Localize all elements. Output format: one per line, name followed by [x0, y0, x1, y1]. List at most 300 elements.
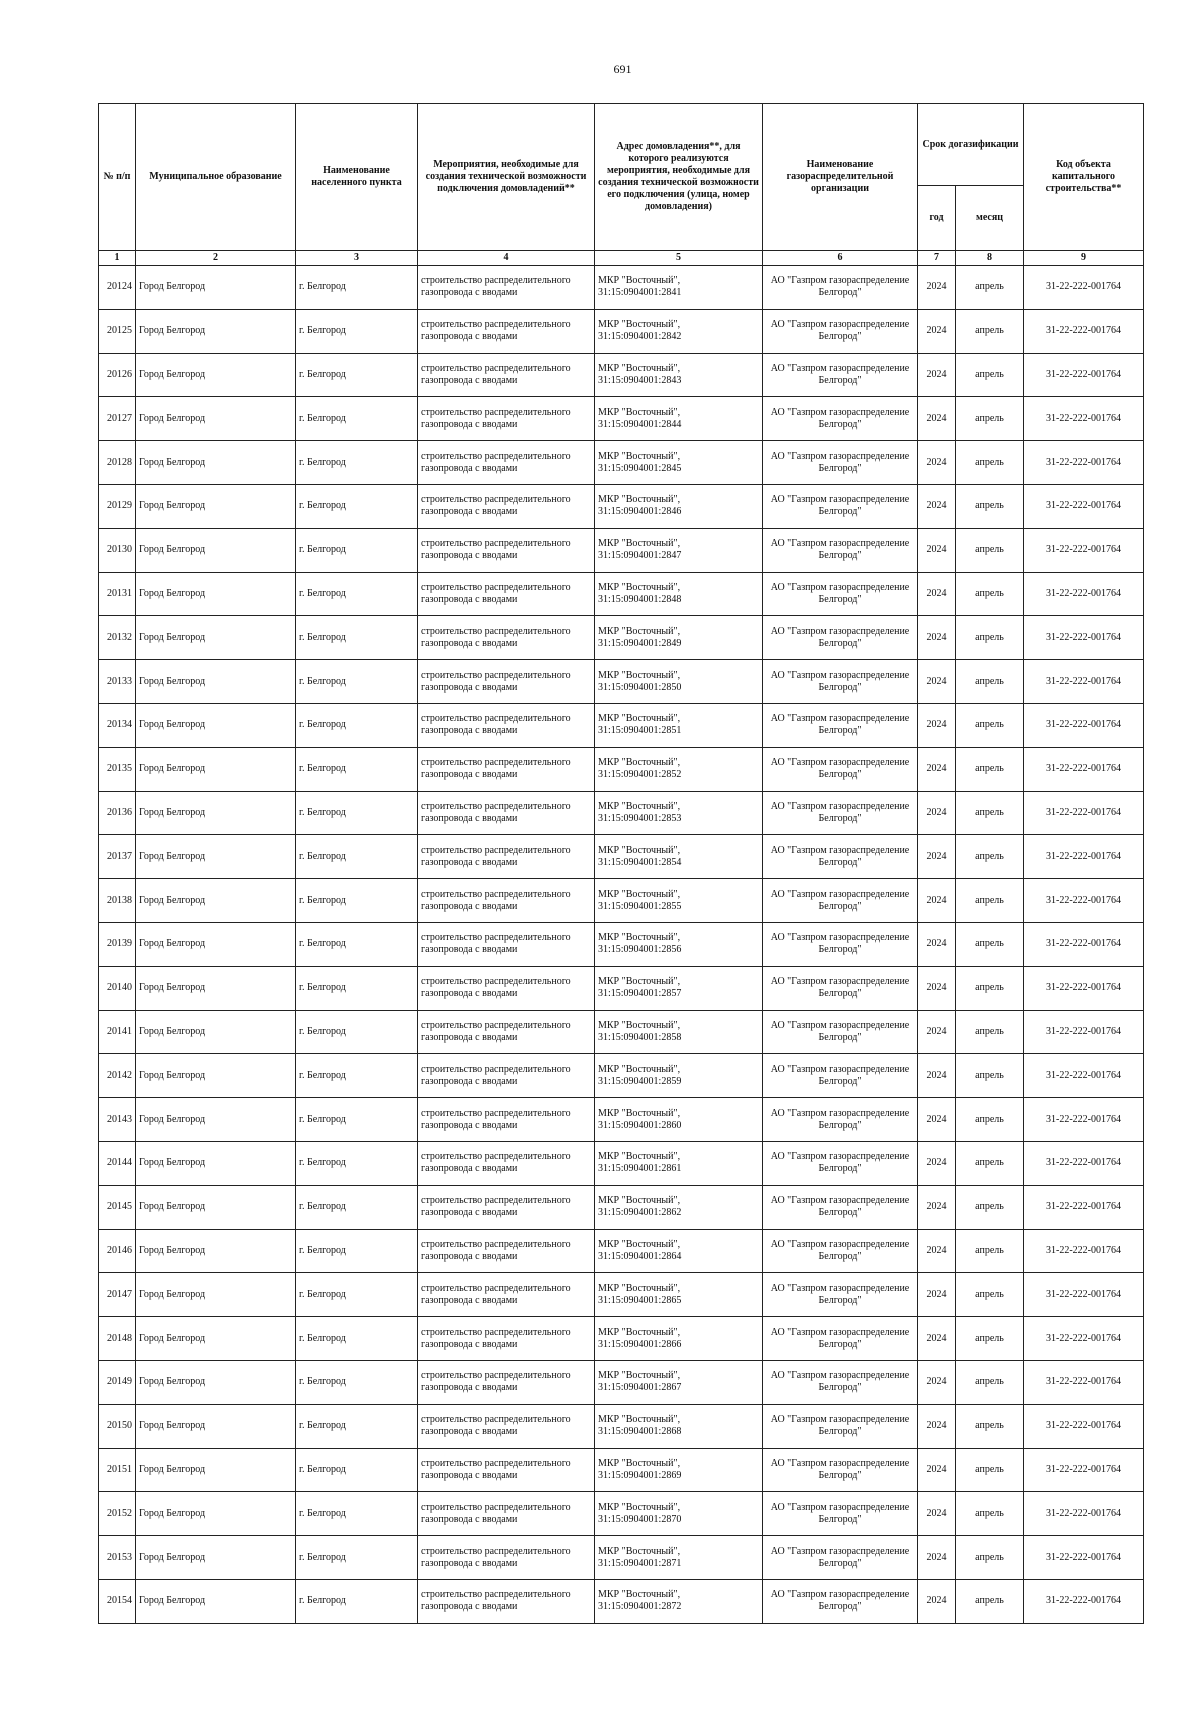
row-number: 20154 [99, 1579, 136, 1623]
code-cell: 31-22-222-001764 [1024, 528, 1144, 572]
address-cell [595, 397, 763, 441]
activity-cell: строительство распределительного газопровода с вводами [418, 1141, 595, 1185]
org-cell: АО "Газпром газораспределение Белгород" [763, 1492, 918, 1536]
year-cell: 2024 [918, 747, 956, 791]
code-cell: 31-22-222-001764 [1024, 1098, 1144, 1142]
address-street: МКР "Восточный", [598, 800, 681, 812]
address-cadastral: 31:15:0904001:2848 [598, 593, 682, 605]
address-cell [595, 309, 763, 353]
header-code: Код объекта капитального строительства** [1024, 104, 1144, 251]
row-number: 20150 [99, 1404, 136, 1448]
locality-cell: г. Белгород [296, 353, 418, 397]
address-cadastral: 31:15:0904001:2854 [598, 856, 682, 868]
address-street: МКР "Восточный", [598, 494, 681, 506]
municipality-cell: Город Белгород [136, 1404, 296, 1448]
locality-cell: г. Белгород [296, 572, 418, 616]
org-cell: АО "Газпром газораспределение Белгород" [763, 879, 918, 923]
year-cell: 2024 [918, 1273, 956, 1317]
address-street: МКР "Восточный", [598, 1238, 681, 1250]
year-cell: 2024 [918, 703, 956, 747]
address-cell [595, 1360, 763, 1404]
address-cadastral: 31:15:0904001:2866 [598, 1338, 682, 1350]
activity-cell: строительство распределительного газопровода с вводами [418, 966, 595, 1010]
municipality-cell: Город Белгород [136, 353, 296, 397]
address-cadastral: 31:15:0904001:2870 [598, 1513, 682, 1525]
code-cell: 31-22-222-001764 [1024, 1404, 1144, 1448]
municipality-cell: Город Белгород [136, 1141, 296, 1185]
year-cell: 2024 [918, 616, 956, 660]
year-cell: 2024 [918, 309, 956, 353]
table-header [99, 104, 1144, 266]
year-cell: 2024 [918, 1229, 956, 1273]
org-cell: АО "Газпром газораспределение Белгород" [763, 353, 918, 397]
address-cadastral: 31:15:0904001:2871 [598, 1557, 682, 1569]
year-cell: 2024 [918, 353, 956, 397]
activity-cell: строительство распределительного газопровода с вводами [418, 1404, 595, 1448]
month-cell: апрель [956, 266, 1024, 310]
row-number: 20139 [99, 922, 136, 966]
address-cell [595, 1317, 763, 1361]
row-number: 20149 [99, 1360, 136, 1404]
address-cell [595, 922, 763, 966]
address-cell [595, 1098, 763, 1142]
address-street: МКР "Восточный", [598, 1414, 681, 1426]
org-cell: АО "Газпром газораспределение Белгород" [763, 1185, 918, 1229]
address-cell [595, 791, 763, 835]
address-cadastral: 31:15:0904001:2858 [598, 1031, 682, 1043]
address-cell [595, 966, 763, 1010]
org-cell: АО "Газпром газораспределение Белгород" [763, 1229, 918, 1273]
org-cell: АО "Газпром газораспределение Белгород" [763, 1317, 918, 1361]
month-cell: апрель [956, 1141, 1024, 1185]
code-cell: 31-22-222-001764 [1024, 266, 1144, 310]
address-cell [595, 528, 763, 572]
activity-cell: строительство распределительного газопровода с вводами [418, 879, 595, 923]
municipality-cell: Город Белгород [136, 309, 296, 353]
code-cell: 31-22-222-001764 [1024, 1448, 1144, 1492]
locality-cell: г. Белгород [296, 1141, 418, 1185]
address-street: МКР "Восточный", [598, 362, 681, 374]
row-number: 20124 [99, 266, 136, 310]
row-number: 20138 [99, 879, 136, 923]
address-cell [595, 266, 763, 310]
gasification-table [98, 103, 1144, 1624]
locality-cell: г. Белгород [296, 266, 418, 310]
municipality-cell: Город Белгород [136, 528, 296, 572]
row-number: 20140 [99, 966, 136, 1010]
year-cell: 2024 [918, 791, 956, 835]
municipality-cell: Город Белгород [136, 1185, 296, 1229]
address-cell [595, 747, 763, 791]
row-number: 20147 [99, 1273, 136, 1317]
address-cadastral: 31:15:0904001:2845 [598, 462, 682, 474]
address-cell [595, 616, 763, 660]
locality-cell: г. Белгород [296, 1448, 418, 1492]
month-cell: апрель [956, 1404, 1024, 1448]
activity-cell: строительство распределительного газопровода с вводами [418, 835, 595, 879]
address-cadastral: 31:15:0904001:2849 [598, 637, 682, 649]
locality-cell: г. Белгород [296, 835, 418, 879]
year-cell: 2024 [918, 1448, 956, 1492]
locality-cell: г. Белгород [296, 309, 418, 353]
address-cadastral: 31:15:0904001:2862 [598, 1207, 682, 1219]
address-cadastral: 31:15:0904001:2847 [598, 550, 682, 562]
month-cell: апрель [956, 791, 1024, 835]
table-row [99, 1054, 1144, 1098]
table-row [99, 353, 1144, 397]
address-cadastral: 31:15:0904001:2843 [598, 374, 682, 386]
table-row [99, 1448, 1144, 1492]
municipality-cell: Город Белгород [136, 441, 296, 485]
code-cell: 31-22-222-001764 [1024, 441, 1144, 485]
year-cell: 2024 [918, 441, 956, 485]
address-cell [595, 1273, 763, 1317]
year-cell: 2024 [918, 1185, 956, 1229]
address-cell [595, 660, 763, 704]
year-cell: 2024 [918, 1054, 956, 1098]
row-number: 20133 [99, 660, 136, 704]
address-street: МКР "Восточный", [598, 1151, 681, 1163]
month-cell: апрель [956, 1360, 1024, 1404]
activity-cell: строительство распределительного газопровода с вводами [418, 309, 595, 353]
month-cell: апрель [956, 528, 1024, 572]
locality-cell: г. Белгород [296, 1579, 418, 1623]
table-row [99, 835, 1144, 879]
activity-cell: строительство распределительного газопровода с вводами [418, 266, 595, 310]
year-cell: 2024 [918, 966, 956, 1010]
municipality-cell: Город Белгород [136, 922, 296, 966]
org-cell: АО "Газпром газораспределение Белгород" [763, 835, 918, 879]
locality-cell: г. Белгород [296, 1492, 418, 1536]
address-cadastral: 31:15:0904001:2856 [598, 944, 682, 956]
month-cell: апрель [956, 660, 1024, 704]
address-street: МКР "Восточный", [598, 1282, 681, 1294]
month-cell: апрель [956, 1098, 1024, 1142]
table-row [99, 1098, 1144, 1142]
code-cell: 31-22-222-001764 [1024, 1141, 1144, 1185]
address-street: МКР "Восточный", [598, 319, 681, 331]
code-cell: 31-22-222-001764 [1024, 397, 1144, 441]
org-cell: АО "Газпром газораспределение Белгород" [763, 922, 918, 966]
row-number: 20148 [99, 1317, 136, 1361]
row-number: 20129 [99, 484, 136, 528]
activity-cell: строительство распределительного газопровода с вводами [418, 1536, 595, 1580]
activity-cell: строительство распределительного газопровода с вводами [418, 1098, 595, 1142]
code-cell: 31-22-222-001764 [1024, 1273, 1144, 1317]
address-cell [595, 1492, 763, 1536]
code-cell: 31-22-222-001764 [1024, 1317, 1144, 1361]
year-cell: 2024 [918, 1579, 956, 1623]
table-row [99, 922, 1144, 966]
org-cell: АО "Газпром газораспределение Белгород" [763, 309, 918, 353]
activity-cell: строительство распределительного газопровода с вводами [418, 1579, 595, 1623]
code-cell: 31-22-222-001764 [1024, 835, 1144, 879]
month-cell: апрель [956, 309, 1024, 353]
org-cell: АО "Газпром газораспределение Белгород" [763, 660, 918, 704]
month-cell: апрель [956, 1317, 1024, 1361]
header-month: месяц [956, 186, 1024, 251]
month-cell: апрель [956, 1185, 1024, 1229]
code-cell: 31-22-222-001764 [1024, 1536, 1144, 1580]
month-cell: апрель [956, 484, 1024, 528]
month-cell: апрель [956, 353, 1024, 397]
municipality-cell: Город Белгород [136, 747, 296, 791]
org-cell: АО "Газпром газораспределение Белгород" [763, 1536, 918, 1580]
activity-cell: строительство распределительного газопровода с вводами [418, 616, 595, 660]
activity-cell: строительство распределительного газопровода с вводами [418, 922, 595, 966]
municipality-cell: Город Белгород [136, 1098, 296, 1142]
month-cell: апрель [956, 1448, 1024, 1492]
month-cell: апрель [956, 1273, 1024, 1317]
address-cell [595, 879, 763, 923]
address-cell [595, 835, 763, 879]
year-cell: 2024 [918, 1492, 956, 1536]
row-number: 20126 [99, 353, 136, 397]
address-street: МКР "Восточный", [598, 538, 681, 550]
address-street: МКР "Восточный", [598, 625, 681, 637]
locality-cell: г. Белгород [296, 660, 418, 704]
municipality-cell: Город Белгород [136, 660, 296, 704]
org-cell: АО "Газпром газораспределение Белгород" [763, 966, 918, 1010]
year-cell: 2024 [918, 1141, 956, 1185]
table-row [99, 1185, 1144, 1229]
month-cell: апрель [956, 747, 1024, 791]
org-cell: АО "Газпром газораспределение Белгород" [763, 1273, 918, 1317]
address-street: МКР "Восточный", [598, 1589, 681, 1601]
address-cadastral: 31:15:0904001:2852 [598, 769, 682, 781]
table-row [99, 1317, 1144, 1361]
locality-cell: г. Белгород [296, 484, 418, 528]
code-cell: 31-22-222-001764 [1024, 1492, 1144, 1536]
year-cell: 2024 [918, 922, 956, 966]
municipality-cell: Город Белгород [136, 1010, 296, 1054]
locality-cell: г. Белгород [296, 1054, 418, 1098]
month-cell: апрель [956, 397, 1024, 441]
row-number: 20146 [99, 1229, 136, 1273]
code-cell: 31-22-222-001764 [1024, 922, 1144, 966]
year-cell: 2024 [918, 1098, 956, 1142]
month-cell: апрель [956, 703, 1024, 747]
address-cadastral: 31:15:0904001:2864 [598, 1250, 682, 1262]
table-row [99, 1141, 1144, 1185]
address-cell [595, 484, 763, 528]
locality-cell: г. Белгород [296, 922, 418, 966]
activity-cell: строительство распределительного газопровода с вводами [418, 1273, 595, 1317]
municipality-cell: Город Белгород [136, 1492, 296, 1536]
address-cell [595, 353, 763, 397]
month-cell: апрель [956, 835, 1024, 879]
municipality-cell: Город Белгород [136, 1229, 296, 1273]
code-cell: 31-22-222-001764 [1024, 484, 1144, 528]
address-cell [595, 1054, 763, 1098]
locality-cell: г. Белгород [296, 879, 418, 923]
address-cell [595, 1010, 763, 1054]
month-cell: апрель [956, 1054, 1024, 1098]
address-street: МКР "Восточный", [598, 1063, 681, 1075]
month-cell: апрель [956, 922, 1024, 966]
activity-cell: строительство распределительного газопровода с вводами [418, 1054, 595, 1098]
month-cell: апрель [956, 966, 1024, 1010]
org-cell: АО "Газпром газораспределение Белгород" [763, 397, 918, 441]
table-row [99, 528, 1144, 572]
table-row [99, 397, 1144, 441]
row-number: 20131 [99, 572, 136, 616]
municipality-cell: Город Белгород [136, 1579, 296, 1623]
address-cadastral: 31:15:0904001:2853 [598, 812, 682, 824]
activity-cell: строительство распределительного газопровода с вводами [418, 703, 595, 747]
address-cadastral: 31:15:0904001:2869 [598, 1469, 682, 1481]
table-row [99, 616, 1144, 660]
code-cell: 31-22-222-001764 [1024, 309, 1144, 353]
table-row [99, 309, 1144, 353]
locality-cell: г. Белгород [296, 441, 418, 485]
row-number: 20130 [99, 528, 136, 572]
org-cell: АО "Газпром газораспределение Белгород" [763, 484, 918, 528]
activity-cell: строительство распределительного газопровода с вводами [418, 747, 595, 791]
month-cell: апрель [956, 1492, 1024, 1536]
address-cadastral: 31:15:0904001:2844 [598, 418, 682, 430]
table-row [99, 747, 1144, 791]
municipality-cell: Город Белгород [136, 966, 296, 1010]
code-cell: 31-22-222-001764 [1024, 879, 1144, 923]
month-cell: апрель [956, 441, 1024, 485]
header-num: № п/п [99, 104, 136, 251]
year-cell: 2024 [918, 572, 956, 616]
code-cell: 31-22-222-001764 [1024, 1579, 1144, 1623]
table-body [99, 266, 1144, 1624]
header-municipality: Муниципальное образование [136, 104, 296, 251]
row-number: 20136 [99, 791, 136, 835]
locality-cell: г. Белгород [296, 1185, 418, 1229]
address-cadastral: 31:15:0904001:2851 [598, 725, 682, 737]
address-cell [595, 1536, 763, 1580]
month-cell: апрель [956, 616, 1024, 660]
municipality-cell: Город Белгород [136, 703, 296, 747]
month-cell: апрель [956, 1536, 1024, 1580]
activity-cell: строительство распределительного газопровода с вводами [418, 660, 595, 704]
table-row [99, 791, 1144, 835]
address-cell [595, 1185, 763, 1229]
code-cell: 31-22-222-001764 [1024, 703, 1144, 747]
locality-cell: г. Белгород [296, 616, 418, 660]
year-cell: 2024 [918, 484, 956, 528]
address-street: МКР "Восточный", [598, 450, 681, 462]
locality-cell: г. Белгород [296, 1098, 418, 1142]
locality-cell: г. Белгород [296, 703, 418, 747]
municipality-cell: Город Белгород [136, 616, 296, 660]
address-street: МКР "Восточный", [598, 757, 681, 769]
municipality-cell: Город Белгород [136, 572, 296, 616]
table-row [99, 441, 1144, 485]
code-cell: 31-22-222-001764 [1024, 1229, 1144, 1273]
activity-cell: строительство распределительного газопровода с вводами [418, 1360, 595, 1404]
address-street: МКР "Восточный", [598, 1370, 681, 1382]
row-number: 20144 [99, 1141, 136, 1185]
org-cell: АО "Газпром газораспределение Белгород" [763, 1448, 918, 1492]
column-number: 3 [296, 251, 418, 266]
year-cell: 2024 [918, 1536, 956, 1580]
municipality-cell: Город Белгород [136, 1536, 296, 1580]
municipality-cell: Город Белгород [136, 791, 296, 835]
table-row [99, 879, 1144, 923]
municipality-cell: Город Белгород [136, 835, 296, 879]
locality-cell: г. Белгород [296, 966, 418, 1010]
row-number: 20142 [99, 1054, 136, 1098]
locality-cell: г. Белгород [296, 1404, 418, 1448]
address-street: МКР "Восточный", [598, 1107, 681, 1119]
activity-cell: строительство распределительного газопровода с вводами [418, 353, 595, 397]
year-cell: 2024 [918, 266, 956, 310]
address-cell [595, 1404, 763, 1448]
address-cell [595, 572, 763, 616]
address-street: МКР "Восточный", [598, 1501, 681, 1513]
year-cell: 2024 [918, 879, 956, 923]
month-cell: апрель [956, 1229, 1024, 1273]
municipality-cell: Город Белгород [136, 1054, 296, 1098]
address-street: МКР "Восточный", [598, 1195, 681, 1207]
activity-cell: строительство распределительного газопровода с вводами [418, 441, 595, 485]
header-deadline: Срок догазификации [918, 104, 1024, 186]
code-cell: 31-22-222-001764 [1024, 1185, 1144, 1229]
code-cell: 31-22-222-001764 [1024, 353, 1144, 397]
municipality-cell: Город Белгород [136, 1360, 296, 1404]
address-street: МКР "Восточный", [598, 1457, 681, 1469]
municipality-cell: Город Белгород [136, 1317, 296, 1361]
row-number: 20137 [99, 835, 136, 879]
org-cell: АО "Газпром газораспределение Белгород" [763, 1054, 918, 1098]
column-number: 1 [99, 251, 136, 266]
table-row [99, 1360, 1144, 1404]
address-street: МКР "Восточный", [598, 844, 681, 856]
address-street: МКР "Восточный", [598, 275, 681, 287]
address-street: МКР "Восточный", [598, 932, 681, 944]
address-street: МКР "Восточный", [598, 976, 681, 988]
address-cell [595, 703, 763, 747]
row-number: 20152 [99, 1492, 136, 1536]
code-cell: 31-22-222-001764 [1024, 747, 1144, 791]
header-locality: Наименование населенного пункта [296, 104, 418, 251]
address-street: МКР "Восточный", [598, 406, 681, 418]
address-cell [595, 1141, 763, 1185]
code-cell: 31-22-222-001764 [1024, 1010, 1144, 1054]
table-row [99, 966, 1144, 1010]
org-cell: АО "Газпром газораспределение Белгород" [763, 616, 918, 660]
header-year: год [918, 186, 956, 251]
table-row [99, 1010, 1144, 1054]
locality-cell: г. Белгород [296, 747, 418, 791]
municipality-cell: Город Белгород [136, 1273, 296, 1317]
org-cell: АО "Газпром газораспределение Белгород" [763, 1360, 918, 1404]
table-row [99, 660, 1144, 704]
org-cell: АО "Газпром газораспределение Белгород" [763, 1010, 918, 1054]
locality-cell: г. Белгород [296, 1010, 418, 1054]
address-cadastral: 31:15:0904001:2860 [598, 1119, 682, 1131]
municipality-cell: Город Белгород [136, 484, 296, 528]
row-number: 20134 [99, 703, 136, 747]
address-street: МКР "Восточный", [598, 669, 681, 681]
address-cadastral: 31:15:0904001:2865 [598, 1294, 682, 1306]
activity-cell: строительство распределительного газопровода с вводами [418, 1229, 595, 1273]
column-number: 5 [595, 251, 763, 266]
municipality-cell: Город Белгород [136, 1448, 296, 1492]
code-cell: 31-22-222-001764 [1024, 966, 1144, 1010]
month-cell: апрель [956, 1579, 1024, 1623]
address-cadastral: 31:15:0904001:2872 [598, 1601, 682, 1613]
year-cell: 2024 [918, 835, 956, 879]
address-street: МКР "Восточный", [598, 1545, 681, 1557]
code-cell: 31-22-222-001764 [1024, 1360, 1144, 1404]
activity-cell: строительство распределительного газопровода с вводами [418, 1010, 595, 1054]
